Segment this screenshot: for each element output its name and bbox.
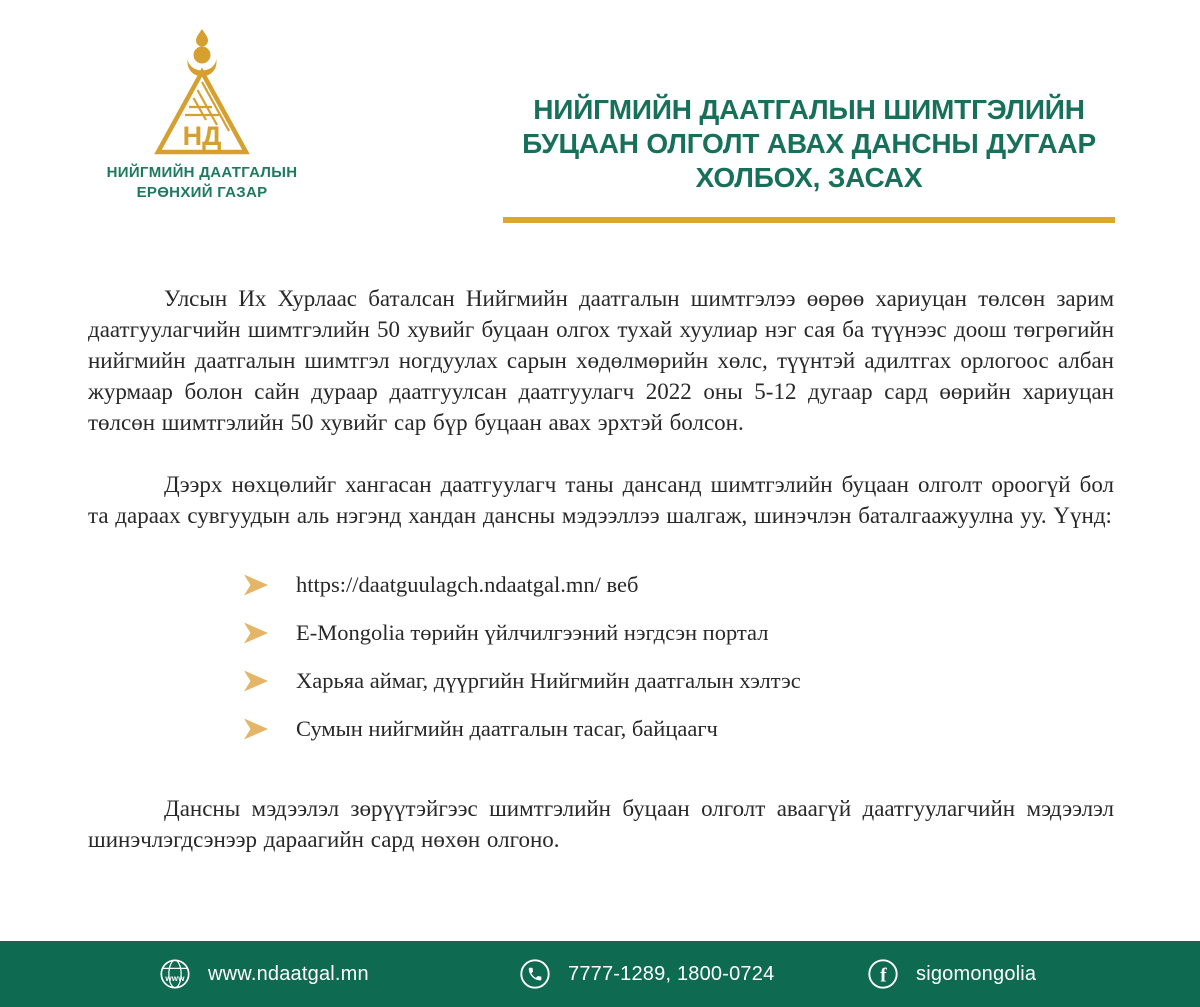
list-item [244,571,1114,599]
globe-www-icon [158,957,192,991]
page-title-line1: НИЙГМИЙН ДААТГАЛЫН ШИМТГЭЛИЙН [533,94,1085,125]
title-block [503,93,1115,223]
document-body [88,250,1114,855]
arrowhead-bullet-icon [244,671,268,692]
list-item [244,619,1114,647]
svg-text:www: www [165,974,185,984]
footer-phone [518,957,774,991]
org-logo-block [82,28,322,203]
channel-district-office: Харьяа аймаг, дүүргийн Нийгмийн даатгалын хэлтэс [296,668,801,693]
footer-website-text: www.ndaatgal.mn [208,962,369,985]
page-title-line2: БУЦААН ОЛГОЛТ АВАХ ДАНСНЫ ДУГААР [522,128,1096,159]
page-title [503,93,1115,195]
title-underline-rule [503,217,1115,223]
paragraph-instruction: Дээрх нөхцөлийг хангасан даатгуулагч таны дансанд шимтгэлийн буцаан олголт ороогүй бол та дараах сувгуудын аль нэгэнд хандан дансны мэдээллээ шалгаж, шинэчлэн баталгаажуулна уу. Үүнд: [88,472,1114,528]
list-item [244,715,1114,743]
footer-bar [0,941,1200,1007]
paragraph-note: Дансны мэдээлэл зөрүүтэйгээс шимтгэлийн буцаан олголт аваагүй даатгуулагчийн мэдээлэл шинэчлэгдсэнээр дараагийн сард нөхөн олгоно. [88,796,1114,852]
channel-emongolia: E-Mongolia төрийн үйлчилгээний нэгдсэн портал [296,620,769,645]
footer-website [158,957,369,991]
arrowhead-bullet-icon [244,719,268,740]
org-name [82,163,322,203]
arrowhead-bullet-icon [244,575,268,596]
arrowhead-bullet-icon [244,623,268,644]
footer-facebook [866,957,1036,991]
phone-icon [518,957,552,991]
logo-monogram: НД [182,121,222,151]
paragraph-law-intro: Улсын Их Хурлаас баталсан Нийгмийн даатгалын шимтгэлээ өөрөө хариуцан төлсөн зарим даатгуулагчийн шимтгэлийн 50 хувийг буцаан олгох тухай хуулиар нэг сая ба түүнээс доош төгрөгийн нийгмийн даатгалын шимтгэл ногдуулах сарын хөдөлмөрийн хөлс, түүнтэй адилтгах орлогоос албан журмаар болон сайн дураар даатгуулсан даатгуулагч 2022 оны 5-12 дугаар сард өөрийн хариуцан төлсөн шимтгэлийн 50 хувийг сар бүр буцаан авах эрхтэй болсон. [88,286,1114,435]
facebook-icon [866,957,900,991]
org-name-line2: ЕРӨНХИЙ ГАЗАР [136,184,268,201]
list-item [244,667,1114,695]
page-title-line3: ХОЛБОХ, ЗАСАХ [695,162,923,193]
org-logo-icon [141,28,263,156]
footer-facebook-text: sigomongolia [916,962,1037,985]
channel-web-portal-url: https://daatguulagch.ndaatgal.mn/ веб [296,572,639,597]
channel-list [88,571,1114,743]
footer-phone-text: 7777-1289, 1800-0724 [568,962,775,985]
channel-soum-office: Сумын нийгмийн даатгалын тасаг, байцаагч [296,716,718,741]
org-name-line1: НИЙГМИЙН ДААТГАЛЫН [106,164,298,181]
svg-text:f: f [880,964,887,987]
